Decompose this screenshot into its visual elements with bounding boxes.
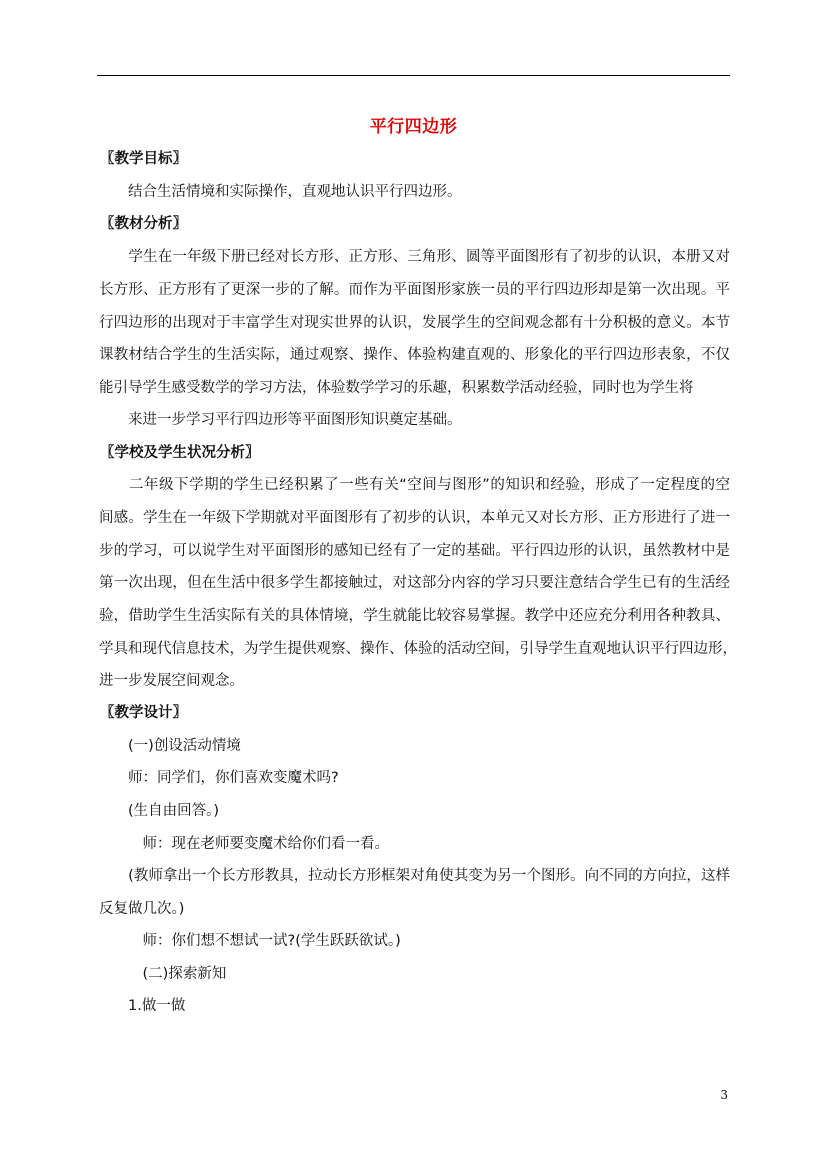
paragraph-line: 能引导学生感受数学的学习方法，体验数学学习的乐趣，积累数学活动经验，同时也为学生将 xyxy=(99,380,694,396)
paragraph-line: 步的学习，可以说学生对平面图形的感知已经有了一定的基础。平行四边形的认识，虽然教材中是 xyxy=(99,543,730,559)
paragraph-line: 学生在一年级下册已经对长方形、正方形、三角形、圆等平面图形有了初步的认识，本册又对 xyxy=(99,249,730,265)
paragraph-line: 结合生活情境和实际操作，直观地认识平行四边形。 xyxy=(99,184,462,200)
paragraph-line: (二)探索新知 xyxy=(99,966,227,982)
paragraph-line: 二年级下学期的学生已经积累了一些有关“空间与图形”的知识和经验，形成了一定程度的空 xyxy=(99,477,730,493)
page-number: 3 xyxy=(720,1088,728,1102)
paragraph-line: 来进一步学习平行四边形等平面图形知识奠定基础。 xyxy=(99,412,462,428)
section-heading-students: 〖学校及学生状况分析〗 xyxy=(100,445,260,461)
paragraph-line: 学具和现代信息技术，为学生提供观察、操作、体验的活动空间，引导学生直观地认识平行四边形， xyxy=(99,641,737,657)
section-heading-material: 〖教材分析〗 xyxy=(100,216,187,232)
paragraph-line: (生自由回答。) xyxy=(99,803,220,819)
paragraph-line: 第一次出现，但在生活中很多学生都接触过，对这部分内容的学习只要注意结合学生已有的生活经 xyxy=(99,575,730,591)
paragraph-line: 1.做一做 xyxy=(99,998,186,1014)
paragraph-line: (教师拿出一个长方形教具，拉动长方形框架对角使其变为另一个图形。向不同的方向拉，这样 xyxy=(99,868,730,884)
paragraph-line: 师：同学们，你们喜欢变魔术吗? xyxy=(99,770,339,786)
paragraph-line: 间感。学生在一年级下学期就对平面图形有了初步的认识，本单元又对长方形、正方形进行了进一 xyxy=(99,510,730,526)
paragraph-line: 进一步发展空间观念。 xyxy=(99,673,244,689)
header-rule xyxy=(97,75,730,76)
paragraph-line: (一)创设活动情境 xyxy=(99,738,241,754)
document-title: 平行四边形 xyxy=(369,117,458,137)
paragraph-line: 课教材结合学生的生活实际，通过观察、操作、体验构建直观的、形象化的平行四边形表象，不仅 xyxy=(99,347,730,363)
section-heading-objectives: 〖教学目标〗 xyxy=(100,151,187,167)
paragraph-line: 长方形、正方形有了更深一步的了解。而作为平面图形家族一员的平行四边形却是第一次出现。平 xyxy=(99,282,730,298)
paragraph-line: 验，借助学生生活实际有关的具体情境，学生就能比较容易掌握。教学中还应充分利用各种教具、 xyxy=(99,608,730,624)
paragraph-line: 师：你们想不想试一试?(学生跃跃欲试。) xyxy=(99,933,401,949)
section-heading-design: 〖教学设计〗 xyxy=(100,705,187,721)
paragraph-line: 行四边形的出现对于丰富学生对现实世界的认识，发展学生的空间观念都有十分积极的意义。本节 xyxy=(99,315,730,331)
paragraph-line: 反复做几次。) xyxy=(99,901,185,917)
paragraph-line: 师：现在老师要变魔术给你们看一看。 xyxy=(99,836,389,852)
